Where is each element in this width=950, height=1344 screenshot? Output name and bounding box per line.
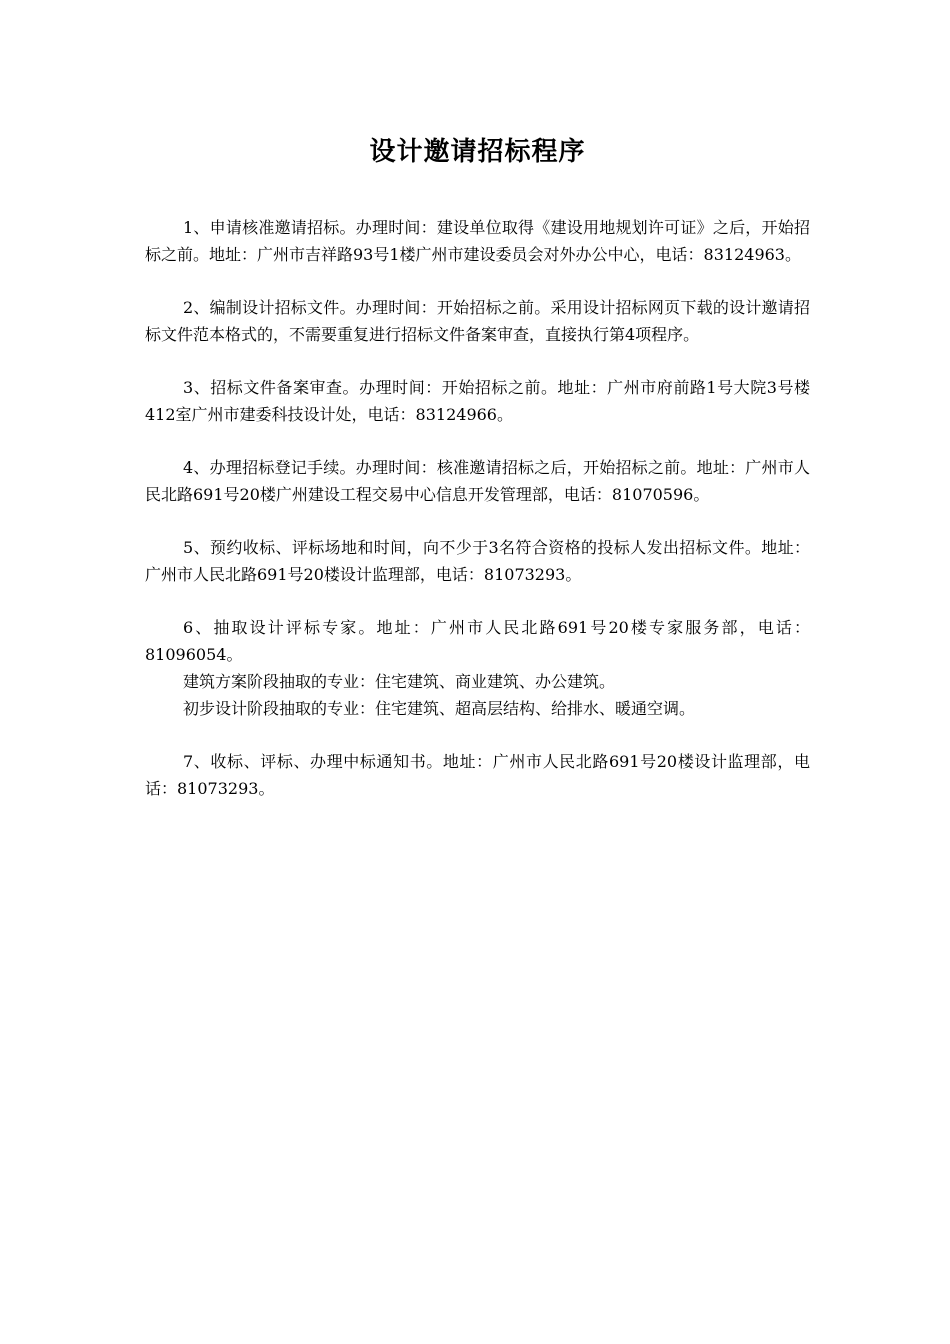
step-7-text: 7、收标、评标、办理中标通知书。地址：广州市人民北路691号20楼设计监理部，电话：81073293。: [145, 752, 810, 798]
step-3-text: 3、招标文件备案审查。办理时间：开始招标之前。地址：广州市府前路1号大院3号楼412室广州市建委科技设计处，电话：83124966。: [145, 378, 810, 424]
procedure-step-7: [145, 748, 810, 802]
procedure-step-5: [145, 534, 810, 588]
procedure-step-6: [145, 614, 810, 722]
step-6-text: 6、抽取设计评标专家。地址：广州市人民北路691号20楼专家服务部，电话：81096054。: [145, 618, 810, 664]
step-1-text: 1、申请核准邀请招标。办理时间：建设单位取得《建设用地规划许可证》之后，开始招标之前。地址：广州市吉祥路93号1楼广州市建设委员会对外办公中心，电话：83124963。: [145, 218, 810, 264]
procedure-step-3: [145, 374, 810, 428]
step-6-preliminary-specialties: 初步设计阶段抽取的专业：住宅建筑、超高层结构、给排水、暖通空调。: [183, 699, 696, 718]
step-2-text: 2、编制设计招标文件。办理时间：开始招标之前。采用设计招标网页下载的设计邀请招标文件范本格式的，不需要重复进行招标文件备案审查，直接执行第4项程序。: [145, 298, 810, 344]
step-5-text: 5、预约收标、评标场地和时间，向不少于3名符合资格的投标人发出招标文件。地址：广州市人民北路691号20楼设计监理部，电话：81073293。: [145, 538, 810, 584]
procedure-step-1: [145, 214, 810, 268]
document-title: 设计邀请招标程序: [369, 137, 586, 167]
document-page: [145, 130, 810, 828]
step-4-text: 4、办理招标登记手续。办理时间：核准邀请招标之后，开始招标之前。地址：广州市人民北路691号20楼广州建设工程交易中心信息开发管理部，电话：81070596。: [145, 458, 810, 504]
procedure-step-2: [145, 294, 810, 348]
procedure-step-4: [145, 454, 810, 508]
step-6-scheme-specialties: 建筑方案阶段抽取的专业：住宅建筑、商业建筑、办公建筑。: [183, 672, 616, 691]
